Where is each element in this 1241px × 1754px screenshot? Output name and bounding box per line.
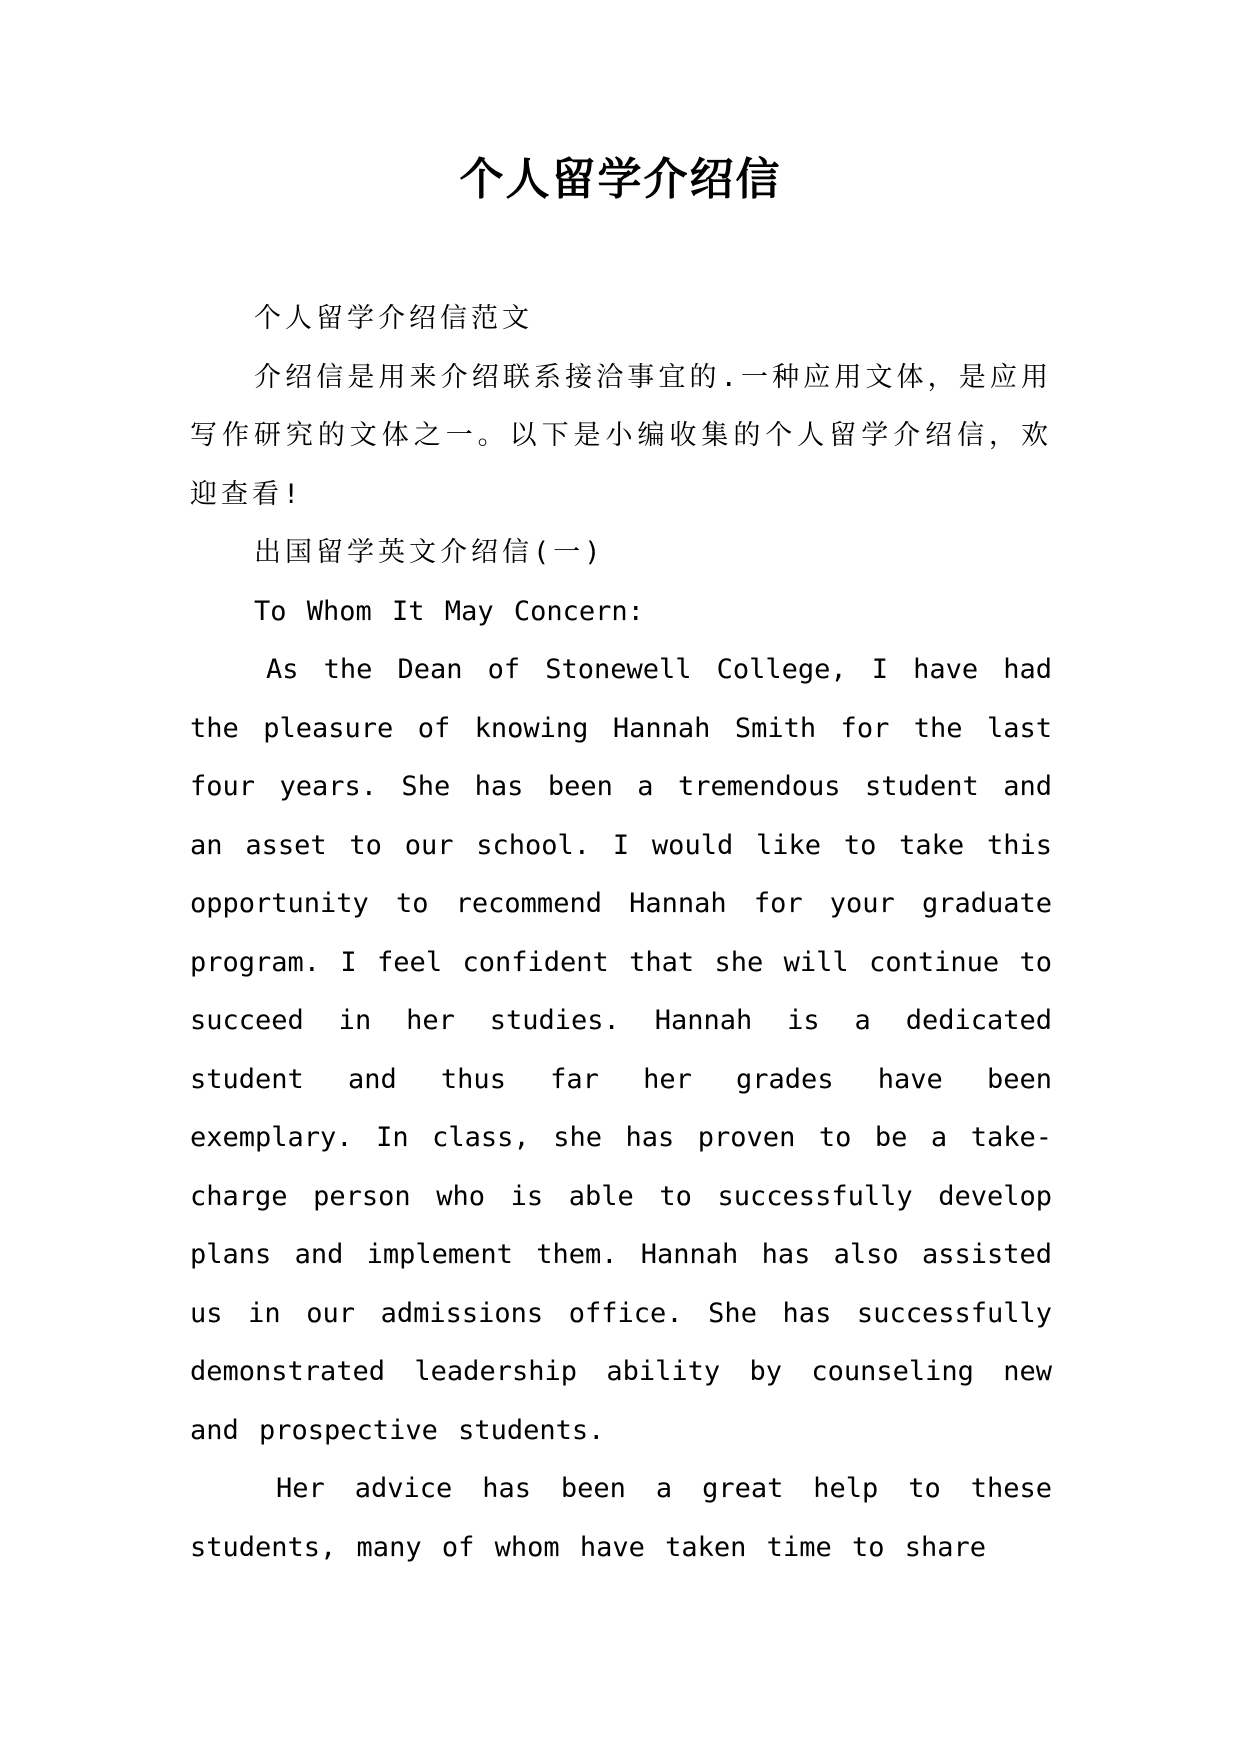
paragraph-subtitle: 个人留学介绍信范文 — [254, 303, 533, 334]
document-title: 个人留学介绍信 — [459, 154, 782, 205]
paragraph-body-1: As the Dean of Stonewell College, I have had the pleasure of knowing Hannah Smith for the last four years. She has been a tremendous student and an asset to our school. I would like to take this opportunity to recommend Hannah for your graduate program. I feel confident that she will continue to succeed in her studies. Hannah is a dedicated student and thus far her grades have been exemplary. In class, she has proven to be a take-charge person who is able to successfully develop plans and implement them. Hannah has also assisted us in our admissions office. She has successfully demonstrated leadership ability by counseling new and prospective students. — [190, 654, 1052, 1446]
paragraph-heading: 出国留学英文介绍信(一) — [254, 537, 605, 568]
paragraph-intro: 介绍信是用来介绍联系接洽事宜的.一种应用文体，是应用写作研究的文体之一。以下是小编收集的个人留学介绍信，欢迎查看! — [190, 361, 1052, 510]
paragraph-body-2: Her advice has been a great help to these students, many of whom have taken time to share — [190, 1473, 1052, 1563]
document-body — [190, 290, 1052, 1577]
paragraph-salutation: To Whom It May Concern: — [254, 595, 644, 627]
